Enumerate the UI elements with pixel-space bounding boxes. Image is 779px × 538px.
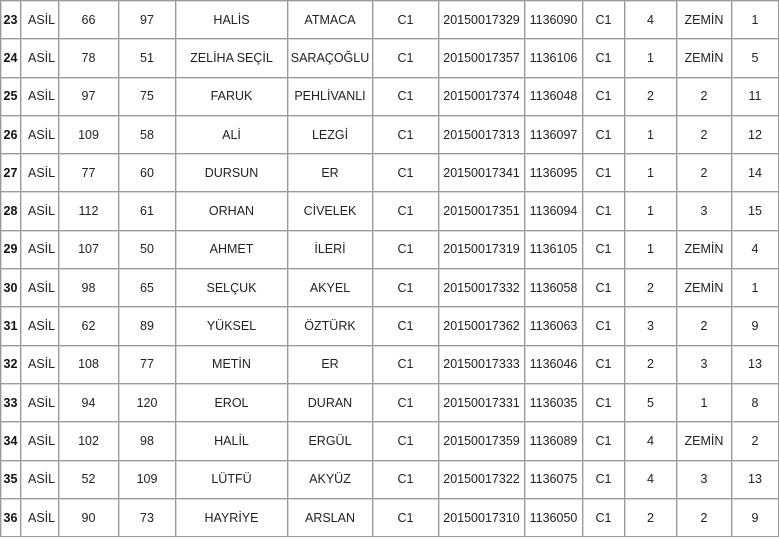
status-cell: ASİL (21, 116, 59, 154)
row-number-cell: 27 (1, 154, 21, 192)
id-number-cell: 1136106 (525, 39, 583, 77)
row-number-cell: 36 (1, 499, 21, 537)
row-number-cell: 35 (1, 461, 21, 499)
student-number-cell: 20150017362 (439, 307, 525, 345)
id-number-cell: 1136048 (525, 78, 583, 116)
student-number-cell: 20150017310 (439, 499, 525, 537)
group-cell: 1 (625, 192, 677, 230)
table-row (1, 269, 779, 307)
student-number-cell: 20150017333 (439, 346, 525, 384)
status-cell: ASİL (21, 499, 59, 537)
class-cell: C1 (373, 269, 439, 307)
student-number-cell: 20150017357 (439, 39, 525, 77)
class-cell: C1 (373, 307, 439, 345)
class-cell: C1 (373, 192, 439, 230)
floor-cell: 3 (677, 346, 732, 384)
first-name-cell: FARUK (176, 78, 288, 116)
last-name-cell: AKYEL (288, 269, 373, 307)
last-name-cell: LEZGİ (288, 116, 373, 154)
group-cell: 2 (625, 499, 677, 537)
row-number-cell: 29 (1, 231, 21, 269)
id-number-cell: 1136075 (525, 461, 583, 499)
floor-cell: ZEMİN (677, 1, 732, 39)
seat-cell: 13 (732, 461, 779, 499)
score-b-cell: 60 (119, 154, 176, 192)
first-name-cell: ZELİHA SEÇİL (176, 39, 288, 77)
last-name-cell: ER (288, 154, 373, 192)
row-number-cell: 26 (1, 116, 21, 154)
status-cell: ASİL (21, 307, 59, 345)
student-number-cell: 20150017331 (439, 384, 525, 422)
table-row (1, 461, 779, 499)
floor-cell: ZEMİN (677, 269, 732, 307)
group-cell: 2 (625, 346, 677, 384)
group-cell: 4 (625, 1, 677, 39)
score-a-cell: 62 (59, 307, 119, 345)
row-number-cell: 25 (1, 78, 21, 116)
score-a-cell: 97 (59, 78, 119, 116)
last-name-cell: ER (288, 346, 373, 384)
score-b-cell: 65 (119, 269, 176, 307)
score-b-cell: 98 (119, 422, 176, 460)
score-b-cell: 58 (119, 116, 176, 154)
class-code-cell: C1 (583, 269, 625, 307)
last-name-cell: AKYÜZ (288, 461, 373, 499)
first-name-cell: METİN (176, 346, 288, 384)
id-number-cell: 1136046 (525, 346, 583, 384)
student-number-cell: 20150017359 (439, 422, 525, 460)
seat-cell: 1 (732, 269, 779, 307)
id-number-cell: 1136089 (525, 422, 583, 460)
table-row (1, 78, 779, 116)
last-name-cell: ÖZTÜRK (288, 307, 373, 345)
seat-cell: 4 (732, 231, 779, 269)
row-number-cell: 23 (1, 1, 21, 39)
id-number-cell: 1136090 (525, 1, 583, 39)
score-a-cell: 108 (59, 346, 119, 384)
seat-cell: 13 (732, 346, 779, 384)
group-cell: 3 (625, 307, 677, 345)
first-name-cell: LÜTFÜ (176, 461, 288, 499)
group-cell: 1 (625, 116, 677, 154)
score-a-cell: 98 (59, 269, 119, 307)
first-name-cell: YÜKSEL (176, 307, 288, 345)
student-number-cell: 20150017374 (439, 78, 525, 116)
last-name-cell: ATMACA (288, 1, 373, 39)
floor-cell: 2 (677, 307, 732, 345)
status-cell: ASİL (21, 384, 59, 422)
class-cell: C1 (373, 116, 439, 154)
first-name-cell: ALİ (176, 116, 288, 154)
score-a-cell: 90 (59, 499, 119, 537)
student-number-cell: 20150017341 (439, 154, 525, 192)
score-a-cell: 94 (59, 384, 119, 422)
floor-cell: ZEMİN (677, 231, 732, 269)
seat-cell: 5 (732, 39, 779, 77)
id-number-cell: 1136058 (525, 269, 583, 307)
first-name-cell: AHMET (176, 231, 288, 269)
row-number-cell: 31 (1, 307, 21, 345)
row-number-cell: 28 (1, 192, 21, 230)
floor-cell: 2 (677, 78, 732, 116)
table-row (1, 499, 779, 537)
status-cell: ASİL (21, 269, 59, 307)
group-cell: 5 (625, 384, 677, 422)
score-a-cell: 102 (59, 422, 119, 460)
student-number-cell: 20150017351 (439, 192, 525, 230)
status-cell: ASİL (21, 154, 59, 192)
class-cell: C1 (373, 78, 439, 116)
floor-cell: 3 (677, 192, 732, 230)
last-name-cell: İLERİ (288, 231, 373, 269)
student-number-cell: 20150017313 (439, 116, 525, 154)
floor-cell: 2 (677, 499, 732, 537)
class-cell: C1 (373, 461, 439, 499)
seat-cell: 1 (732, 1, 779, 39)
table-row (1, 346, 779, 384)
class-code-cell: C1 (583, 116, 625, 154)
first-name-cell: HAYRİYE (176, 499, 288, 537)
seat-cell: 15 (732, 192, 779, 230)
first-name-cell: SELÇUK (176, 269, 288, 307)
table-row (1, 1, 779, 39)
score-b-cell: 61 (119, 192, 176, 230)
score-a-cell: 107 (59, 231, 119, 269)
floor-cell: 2 (677, 116, 732, 154)
id-number-cell: 1136095 (525, 154, 583, 192)
class-code-cell: C1 (583, 39, 625, 77)
row-number-cell: 33 (1, 384, 21, 422)
score-a-cell: 109 (59, 116, 119, 154)
class-code-cell: C1 (583, 1, 625, 39)
class-code-cell: C1 (583, 346, 625, 384)
class-code-cell: C1 (583, 231, 625, 269)
row-number-cell: 32 (1, 346, 21, 384)
floor-cell: 2 (677, 154, 732, 192)
first-name-cell: HALİL (176, 422, 288, 460)
group-cell: 2 (625, 78, 677, 116)
table-row (1, 384, 779, 422)
class-cell: C1 (373, 384, 439, 422)
student-number-cell: 20150017329 (439, 1, 525, 39)
floor-cell: 1 (677, 384, 732, 422)
class-code-cell: C1 (583, 192, 625, 230)
class-code-cell: C1 (583, 78, 625, 116)
table-row (1, 192, 779, 230)
group-cell: 4 (625, 422, 677, 460)
score-b-cell: 77 (119, 346, 176, 384)
last-name-cell: CİVELEK (288, 192, 373, 230)
class-cell: C1 (373, 499, 439, 537)
class-code-cell: C1 (583, 384, 625, 422)
table-row (1, 154, 779, 192)
status-cell: ASİL (21, 231, 59, 269)
score-b-cell: 109 (119, 461, 176, 499)
status-cell: ASİL (21, 422, 59, 460)
score-b-cell: 51 (119, 39, 176, 77)
row-number-cell: 24 (1, 39, 21, 77)
class-cell: C1 (373, 346, 439, 384)
group-cell: 2 (625, 269, 677, 307)
class-code-cell: C1 (583, 461, 625, 499)
status-cell: ASİL (21, 1, 59, 39)
floor-cell: 3 (677, 461, 732, 499)
last-name-cell: ERGÜL (288, 422, 373, 460)
score-b-cell: 50 (119, 231, 176, 269)
score-a-cell: 78 (59, 39, 119, 77)
student-number-cell: 20150017319 (439, 231, 525, 269)
status-cell: ASİL (21, 461, 59, 499)
roster-table-body (1, 1, 779, 537)
class-cell: C1 (373, 39, 439, 77)
score-a-cell: 52 (59, 461, 119, 499)
seat-cell: 2 (732, 422, 779, 460)
class-cell: C1 (373, 154, 439, 192)
seat-cell: 11 (732, 78, 779, 116)
group-cell: 1 (625, 39, 677, 77)
row-number-cell: 34 (1, 422, 21, 460)
seat-cell: 12 (732, 116, 779, 154)
class-code-cell: C1 (583, 154, 625, 192)
first-name-cell: EROL (176, 384, 288, 422)
seat-cell: 14 (732, 154, 779, 192)
status-cell: ASİL (21, 346, 59, 384)
score-b-cell: 97 (119, 1, 176, 39)
seat-cell: 9 (732, 307, 779, 345)
score-b-cell: 75 (119, 78, 176, 116)
score-a-cell: 66 (59, 1, 119, 39)
score-b-cell: 89 (119, 307, 176, 345)
id-number-cell: 1136035 (525, 384, 583, 422)
floor-cell: ZEMİN (677, 39, 732, 77)
id-number-cell: 1136105 (525, 231, 583, 269)
score-a-cell: 112 (59, 192, 119, 230)
last-name-cell: DURAN (288, 384, 373, 422)
last-name-cell: SARAÇOĞLU (288, 39, 373, 77)
group-cell: 1 (625, 154, 677, 192)
table-row (1, 116, 779, 154)
score-a-cell: 77 (59, 154, 119, 192)
status-cell: ASİL (21, 78, 59, 116)
group-cell: 1 (625, 231, 677, 269)
seat-cell: 8 (732, 384, 779, 422)
class-cell: C1 (373, 231, 439, 269)
last-name-cell: PEHLİVANLI (288, 78, 373, 116)
class-code-cell: C1 (583, 422, 625, 460)
id-number-cell: 1136097 (525, 116, 583, 154)
first-name-cell: HALİS (176, 1, 288, 39)
class-code-cell: C1 (583, 307, 625, 345)
class-cell: C1 (373, 422, 439, 460)
id-number-cell: 1136094 (525, 192, 583, 230)
student-number-cell: 20150017322 (439, 461, 525, 499)
row-number-cell: 30 (1, 269, 21, 307)
last-name-cell: ARSLAN (288, 499, 373, 537)
class-code-cell: C1 (583, 499, 625, 537)
floor-cell: ZEMİN (677, 422, 732, 460)
table-row (1, 422, 779, 460)
status-cell: ASİL (21, 192, 59, 230)
table-row (1, 231, 779, 269)
seat-cell: 9 (732, 499, 779, 537)
table-row (1, 39, 779, 77)
id-number-cell: 1136063 (525, 307, 583, 345)
id-number-cell: 1136050 (525, 499, 583, 537)
first-name-cell: DURSUN (176, 154, 288, 192)
score-b-cell: 73 (119, 499, 176, 537)
student-number-cell: 20150017332 (439, 269, 525, 307)
status-cell: ASİL (21, 39, 59, 77)
first-name-cell: ORHAN (176, 192, 288, 230)
score-b-cell: 120 (119, 384, 176, 422)
group-cell: 4 (625, 461, 677, 499)
class-cell: C1 (373, 1, 439, 39)
table-row (1, 307, 779, 345)
